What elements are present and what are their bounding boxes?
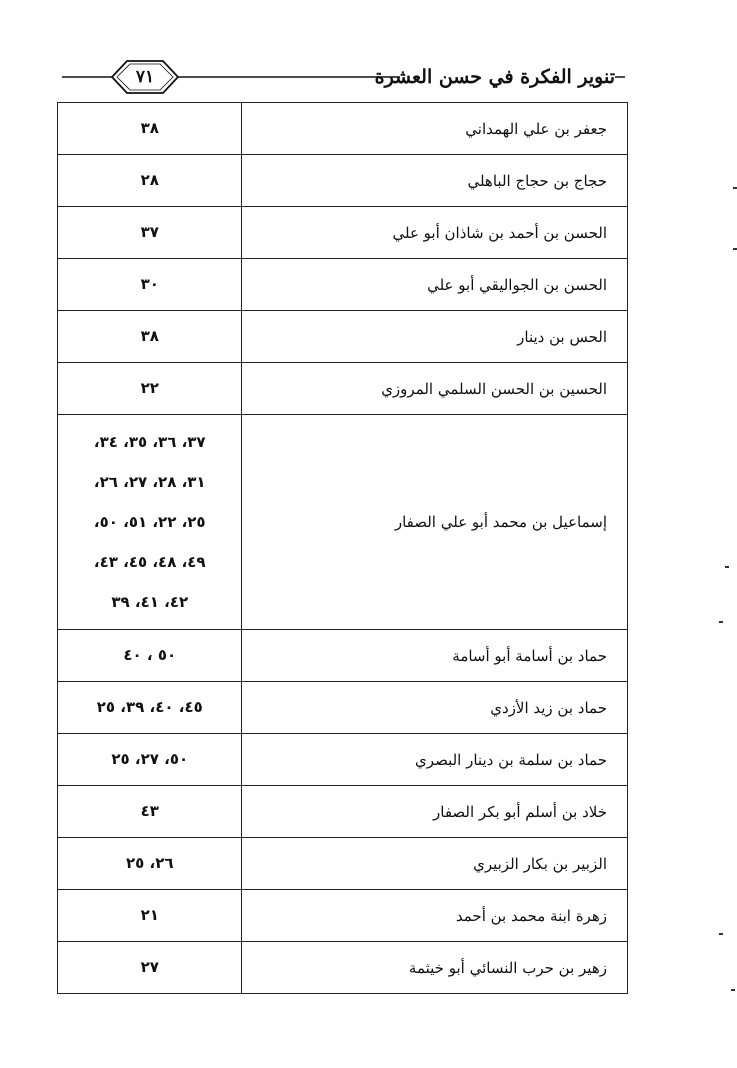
page-references: [58, 682, 242, 734]
page-line: ٣٧، ٣٦، ٣٥، ٣٤،: [93, 433, 206, 451]
page-line: ٢٨: [140, 171, 159, 189]
page-line: ٥٠، ٢٧، ٢٥: [111, 750, 189, 768]
page-references: [58, 786, 242, 838]
narrator-name: حماد بن أسامة أبو أسامة: [242, 630, 628, 682]
scan-speck: [731, 989, 735, 991]
narrator-name: الحسن بن أحمد بن شاذان أبو علي: [242, 207, 628, 259]
page-references: [58, 838, 242, 890]
page-line: ٣٧: [140, 223, 159, 241]
page-line: ٣٠: [140, 275, 159, 293]
table-row: [58, 890, 628, 942]
book-title: تنوير الفكرة في حسن العشرة: [374, 66, 615, 88]
page-line: ٣٨: [140, 119, 159, 137]
narrator-name: جعفر بن علي الهمداني: [242, 103, 628, 155]
table-row: [58, 311, 628, 363]
page-references: [58, 630, 242, 682]
scan-speck: [733, 187, 737, 189]
page-line: ٢١: [140, 906, 159, 924]
page-line: ٥٠ ، ٤٠: [123, 646, 177, 664]
table-row: [58, 259, 628, 311]
page-references: [58, 207, 242, 259]
scan-speck: [719, 621, 723, 623]
narrator-name: الزبير بن بكار الزبيري: [242, 838, 628, 890]
narrator-name: حماد بن زيد الأزدي: [242, 682, 628, 734]
table-row: [58, 734, 628, 786]
scan-speck: [719, 933, 723, 935]
table-row: [58, 363, 628, 415]
table-row: [58, 207, 628, 259]
page-line: ٢٦، ٢٥: [125, 854, 174, 872]
narrator-name: الحس بن دينار: [242, 311, 628, 363]
page-line: ٤٣: [140, 802, 159, 820]
narrator-name: الحسين بن الحسن السلمي المروزي: [242, 363, 628, 415]
page-references: [58, 259, 242, 311]
page-references: [58, 415, 242, 630]
page-number: ٧١: [135, 67, 155, 87]
page-line: ٤٥، ٤٠، ٣٩، ٢٥: [96, 698, 203, 716]
table-row: [58, 415, 628, 630]
narrator-name: الحسن بن الجواليقي أبو علي: [242, 259, 628, 311]
narrator-name: زهرة ابنة محمد بن أحمد: [242, 890, 628, 942]
scan-speck: [725, 566, 729, 568]
narrator-name: زهير بن حرب النسائي أبو خيثمة: [242, 942, 628, 994]
header-ornament: [0, 0, 737, 110]
scan-speck: [733, 248, 737, 250]
narrator-name: حجاج بن حجاج الباهلي: [242, 155, 628, 207]
narrator-name: حماد بن سلمة بن دينار البصري: [242, 734, 628, 786]
page-line: ٤٢، ٤١، ٣٩: [111, 593, 189, 611]
narrator-name: إسماعيل بن محمد أبو علي الصفار: [242, 415, 628, 630]
page-references: [58, 734, 242, 786]
table-row: [58, 630, 628, 682]
page-references: [58, 942, 242, 994]
page-line: ٢٧: [140, 958, 159, 976]
table-row: [58, 155, 628, 207]
page-references: [58, 155, 242, 207]
page-references: [58, 103, 242, 155]
page-references: [58, 363, 242, 415]
page-line: ٢٥، ٢٢، ٥١، ٥٠،: [93, 513, 206, 531]
table-row: [58, 786, 628, 838]
page-line: ٣٨: [140, 327, 159, 345]
page-line: ٣١، ٢٨، ٢٧، ٢٦،: [93, 473, 206, 491]
table-row: [58, 942, 628, 994]
page-references: [58, 890, 242, 942]
table-row: [58, 103, 628, 155]
table-row: [58, 838, 628, 890]
page-line: ٢٢: [140, 379, 159, 397]
narrator-index-table: [57, 102, 628, 994]
page-references: [58, 311, 242, 363]
page-line: ٤٩، ٤٨، ٤٥، ٤٣،: [93, 553, 206, 571]
table-row: [58, 682, 628, 734]
narrator-name: خلاد بن أسلم أبو بكر الصفار: [242, 786, 628, 838]
page-header: [0, 0, 737, 110]
